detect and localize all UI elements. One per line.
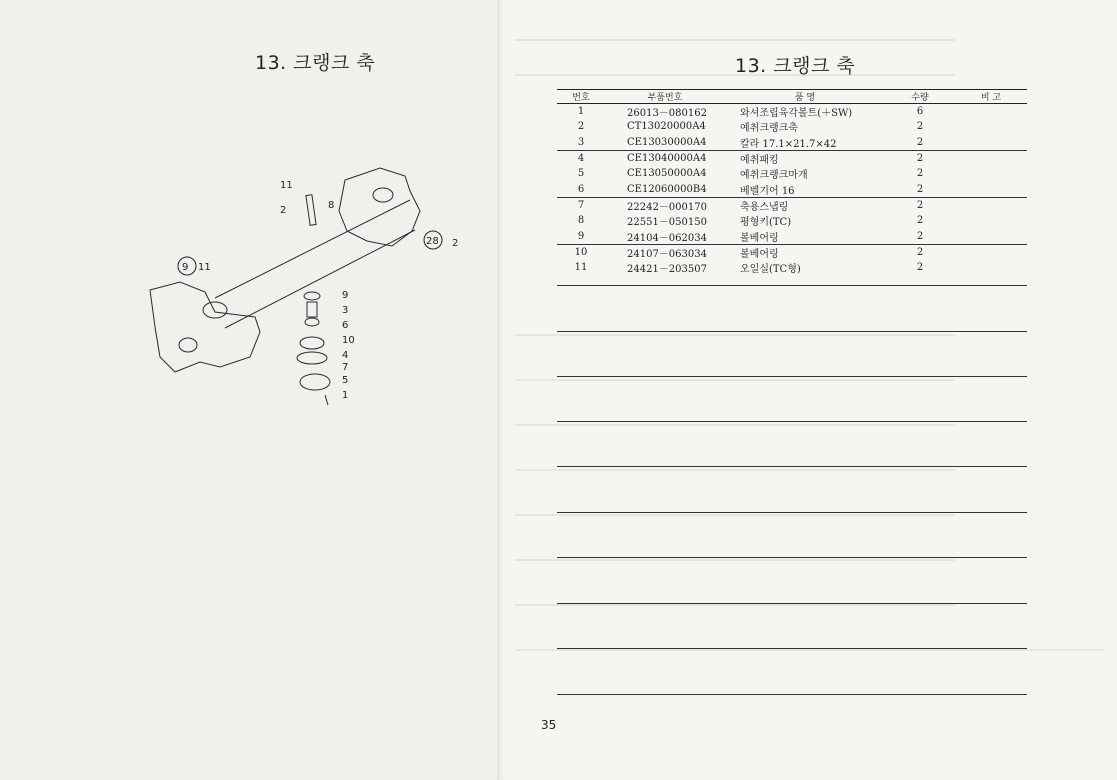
cell-qty: 6 [916, 106, 924, 118]
cell-part-no: CE12060000B4 [627, 183, 707, 195]
right-housing-bore [373, 188, 393, 202]
table-rule [557, 331, 1027, 332]
cell-no: 7 [577, 199, 585, 211]
cell-qty: 2 [916, 215, 924, 227]
cell-part-no: 24421－203507 [627, 264, 707, 276]
callout-28: 28 [426, 236, 439, 247]
cell-name: 예취패킹 [740, 155, 779, 167]
cell-name: 와셔조립육각볼트(＋SW) [740, 108, 853, 120]
table-rule [557, 512, 1027, 513]
table-rule [557, 694, 1027, 695]
cell-no: 6 [577, 183, 585, 195]
table-row [557, 181, 1027, 197]
cell-part-no: 22242－000170 [627, 201, 707, 213]
table-row [557, 260, 1027, 275]
callout-9: 9 [342, 290, 349, 301]
parts-table-header [557, 89, 1027, 104]
parts-table [557, 89, 1027, 275]
cell-part-no: CE13050000A4 [627, 168, 707, 180]
callout-7: 7 [342, 362, 349, 373]
cell-qty: 2 [916, 136, 924, 148]
cell-no: 8 [577, 215, 585, 227]
cell-part-no: 22551－050150 [627, 217, 707, 229]
callout-2-top: 2 [280, 205, 287, 216]
table-rule [557, 557, 1027, 558]
cell-name: 오일실(TC형) [740, 264, 801, 276]
cell-no: 4 [577, 153, 585, 165]
callout-8: 8 [328, 200, 335, 211]
callout-4: 4 [342, 350, 349, 361]
cell-no: 9 [577, 230, 585, 242]
cell-no: 10 [574, 246, 588, 258]
cell-name: 칼라 17.1×21.7×42 [740, 138, 837, 150]
cell-part-no: CE13030000A4 [627, 136, 707, 148]
cell-part-no: CT13020000A4 [627, 121, 706, 133]
cell-name: 볼베어링 [740, 248, 779, 260]
right-page-title: 13. 크랭크 축 [735, 55, 856, 77]
callout-3: 3 [342, 305, 349, 316]
callout-11-left: 11 [198, 262, 211, 273]
table-rule [557, 603, 1027, 604]
header-no: 번호 [572, 93, 590, 103]
cell-name: 축용스냅링 [740, 201, 789, 213]
cell-no: 11 [574, 262, 588, 274]
table-rule [557, 421, 1027, 422]
cell-part-no: 24107－063034 [627, 248, 707, 260]
cell-qty: 2 [916, 183, 924, 195]
crank-shaft-part [306, 195, 316, 226]
cell-qty: 2 [916, 168, 924, 180]
header-remarks: 비 고 [980, 93, 1002, 103]
table-rule [557, 285, 1027, 286]
table-row [557, 135, 1027, 151]
right-gear-housing [339, 168, 420, 246]
cell-no: 3 [577, 136, 585, 148]
parts-table-body [557, 104, 1027, 275]
table-rule [557, 648, 1027, 649]
table-row [557, 104, 1027, 119]
cell-no: 5 [577, 168, 585, 180]
left-page-title: 13. 크랭크 축 [255, 52, 376, 74]
table-row [557, 119, 1027, 134]
callout-6: 6 [342, 320, 349, 331]
table-rule [557, 466, 1027, 467]
cell-name: 예취크랭크축 [740, 123, 798, 135]
table-row [557, 198, 1027, 213]
page-number: 35 [541, 718, 557, 732]
callout-9-left: 9 [182, 262, 189, 273]
cell-part-no: 24104－062034 [627, 232, 707, 244]
callout-5: 5 [342, 375, 349, 386]
callout-11-top: 11 [280, 180, 293, 191]
left-gear-housing [150, 282, 260, 372]
cell-qty: 2 [916, 262, 924, 274]
cell-name: 평형키(TC) [740, 217, 792, 229]
table-row [557, 228, 1027, 244]
cell-no: 2 [577, 121, 585, 133]
cell-qty: 2 [916, 121, 924, 133]
cell-part-no: 26013－080162 [627, 108, 707, 120]
table-row [557, 213, 1027, 228]
book-gutter [497, 0, 505, 780]
header-name: 품 명 [794, 93, 816, 103]
table-row [557, 151, 1027, 166]
cell-name: 베벨기어 16 [740, 185, 795, 197]
cell-part-no: CE13040000A4 [627, 153, 707, 165]
left-housing-flange [203, 302, 227, 318]
cell-name: 볼베어링 [740, 232, 779, 244]
table-row [557, 166, 1027, 181]
cell-no: 1 [577, 106, 585, 118]
callout-1: 1 [342, 390, 349, 401]
cell-name: 예취크랭크마개 [740, 170, 808, 182]
cell-qty: 2 [916, 246, 924, 258]
table-rule [557, 376, 1027, 377]
cell-qty: 2 [916, 230, 924, 242]
callout-2-right: 2 [452, 238, 459, 249]
cell-qty: 2 [916, 153, 924, 165]
header-part-no: 부품번호 [647, 93, 683, 103]
cell-qty: 2 [916, 199, 924, 211]
callout-10: 10 [342, 335, 355, 346]
header-qty: 수량 [911, 93, 929, 103]
table-row [557, 245, 1027, 260]
crankshaft-exploded-diagram [130, 150, 470, 420]
left-housing-bore [179, 338, 197, 352]
